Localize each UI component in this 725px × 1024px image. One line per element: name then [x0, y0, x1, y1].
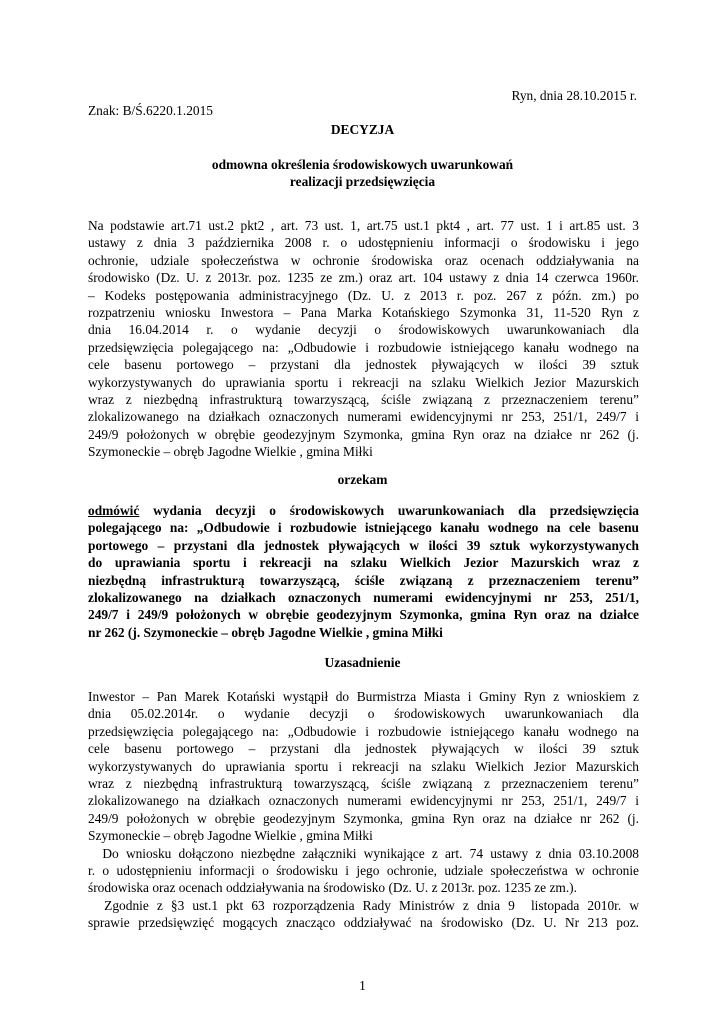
document-subtitle — [0, 156, 725, 191]
text-line: portowego – przystani dla jednostek pływających w ilości 39 sztuk wykorzystywanych — [88, 537, 639, 553]
text-line: ustawy z dnia 3 października 2008 r. o udostępnieniu informacji o środowisku i jego — [88, 235, 639, 251]
text-line: wykorzystywanych do uprawiania sportu i rekreacji na szlaku Wielkich Jezior Mazurskich — [88, 758, 639, 774]
text-line: – Kodeks postępowania administracyjnego (Dz. U. z 2013 r. poz. 267 z późn. zm.) po — [88, 287, 639, 303]
reference-number: Znak: B/Ś.6220.1.2015 — [88, 103, 213, 118]
text-line: dnia 05.02.2014r. o wydanie decyzji o środowiskowych uwarunkowaniach dla — [88, 706, 639, 722]
intro-paragraph — [88, 217, 639, 460]
text-line: ochronie, udziale społeczeństwa w ochronie środowiska oraz ocenach oddziaływania na — [88, 252, 639, 268]
text-line: Zgodnie z §3 ust.1 pkt 63 rozporządzenia Rady Ministrów z dnia 9 listopada 2010r. w — [88, 897, 639, 913]
text-line: Inwestor – Pan Marek Kotański wystąpił do Burmistrza Miasta i Gminy Ryn z wnioskiem z — [88, 689, 639, 704]
document-title: DECYZJA — [330, 122, 395, 137]
text-line: Na podstawie art.71 ust.2 pkt2 , art. 73 ust. 1, art.75 ust.1 pkt4 , art. 77 ust. 1 i art.85 ust. 3 — [88, 218, 639, 233]
text-line: Do wniosku dołączono niezbędne załączniki wynikające z art. 74 ustawy z dnia 03.10.2008 — [88, 845, 639, 861]
text-line: 249/9 położonych w obrębie geodezyjnym Szymonka, gmina Ryn oraz na działce nr 262 (j. — [88, 426, 639, 442]
text-line: polegającego na: „Odbudowie i rozbudowie istniejącego kanału wodnego na cele basenu — [88, 520, 639, 536]
text-line: zlokalizowanego na działkach oznaczonych numerami ewidencyjnymi nr 253, 251/1, 249/7 i — [88, 409, 639, 425]
text-line: niezbędną infrastrukturą towarzyszącą, ściśle związaną z przeznaczeniem terenu” — [88, 572, 639, 588]
place-date: Ryn, dnia 28.10.2015 r. — [511, 88, 637, 103]
text-line: Szymoneckie – obręb Jagodne Wielkie , gmina Miłki — [88, 444, 373, 460]
text-line: 249/7 i 249/9 położonych w obrębie geodezyjnym Szymonka, gmina Ryn oraz na działce — [88, 607, 639, 623]
ruling-heading: orzekam — [337, 472, 388, 487]
text-line: do uprawiania sportu i rekreacji na szlaku Wielkich Jezior Mazurskich wraz z — [88, 555, 639, 571]
page-number: 1 — [359, 978, 366, 993]
text-line: r. o udostępnieniu informacji o środowisku i jego ochronie, udziale społeczeństwa w ochronie — [88, 862, 639, 878]
text-line: cele basenu portowego – przystani dla jednostek pływających w ilości 39 sztuk — [88, 741, 639, 757]
text-line: wraz z niezbędną infrastrukturą towarzyszącą, ściśle związaną z przeznaczeniem terenu” — [88, 775, 639, 791]
text-line: 249/9 położonych w obrębie geodezyjnym Szymonka, gmina Ryn oraz na działce nr 262 (j. — [88, 810, 639, 826]
ruling-paragraph — [88, 502, 639, 641]
text-line: przedsięwzięcia polegającego na: „Odbudowie i rozbudowie istniejącego kanału wodnego na — [88, 339, 639, 355]
text-line: środowisko (Dz. U. z 2013r. poz. 1235 ze zm.) oraz art. 104 ustawy z dnia 14 czerwca 1960r. — [88, 270, 639, 286]
text-line: środowiska oraz ocenach oddziaływania na środowisko (Dz. U. z 2013r. poz. 1235 ze zm.). — [88, 880, 577, 896]
text-line: cele basenu portowego – przystani dla jednostek pływających w ilości 39 sztuk — [88, 357, 639, 373]
subtitle-line: realizacji przedsięwzięcia — [289, 174, 436, 190]
text-line: wraz z niezbędną infrastrukturą towarzyszącą, ściśle związaną z przeznaczeniem terenu” — [88, 391, 639, 407]
text-line: zlokalizowanego na działkach oznaczonych numerami ewidencyjnymi nr 253, 251/1, 249/7 i — [88, 793, 639, 809]
text-line: Szymoneckie – obręb Jagodne Wielkie , gmina Miłki — [88, 828, 373, 844]
text-line: sprawie przedsięwzięć mogących znacząco oddziaływać na środowisko (Dz. U. Nr 213 poz. — [88, 915, 639, 931]
text-line — [88, 502, 639, 519]
text-line: wykorzystywanych do uprawiania sportu i rekreacji na szlaku Wielkich Jezior Mazurskich — [88, 374, 639, 390]
ruling-keyword: odmówić — [88, 503, 140, 518]
text-line: nr 262 (j. Szymoneckie – obręb Jagodne Wielkie , gmina Miłki — [88, 624, 443, 640]
text-line: przedsięwzięcia polegającego na: „Odbudowie i rozbudowie istniejącego kanału wodnego na — [88, 723, 639, 739]
justification-paragraph — [88, 688, 639, 931]
subtitle-line: odmowna określenia środowiskowych uwarunkowań — [211, 157, 514, 172]
text-line: zlokalizowanego na działkach oznaczonych numerami ewidencyjnymi nr 253, 251/1, — [88, 589, 639, 605]
text-line: dnia 16.04.2014 r. o wydanie decyzji o środowiskowych uwarunkowaniach dla — [88, 322, 639, 338]
justification-heading: Uzasadnienie — [324, 655, 401, 670]
ruling-first-line-rest: wydania decyzji o środowiskowych uwarunkowaniach dla przedsięwzięcia — [139, 503, 639, 518]
text-line: rozpatrzeniu wniosku Inwestora – Pana Marka Kotańskiego Szymonka 31, 11-520 Ryn z — [88, 304, 639, 320]
